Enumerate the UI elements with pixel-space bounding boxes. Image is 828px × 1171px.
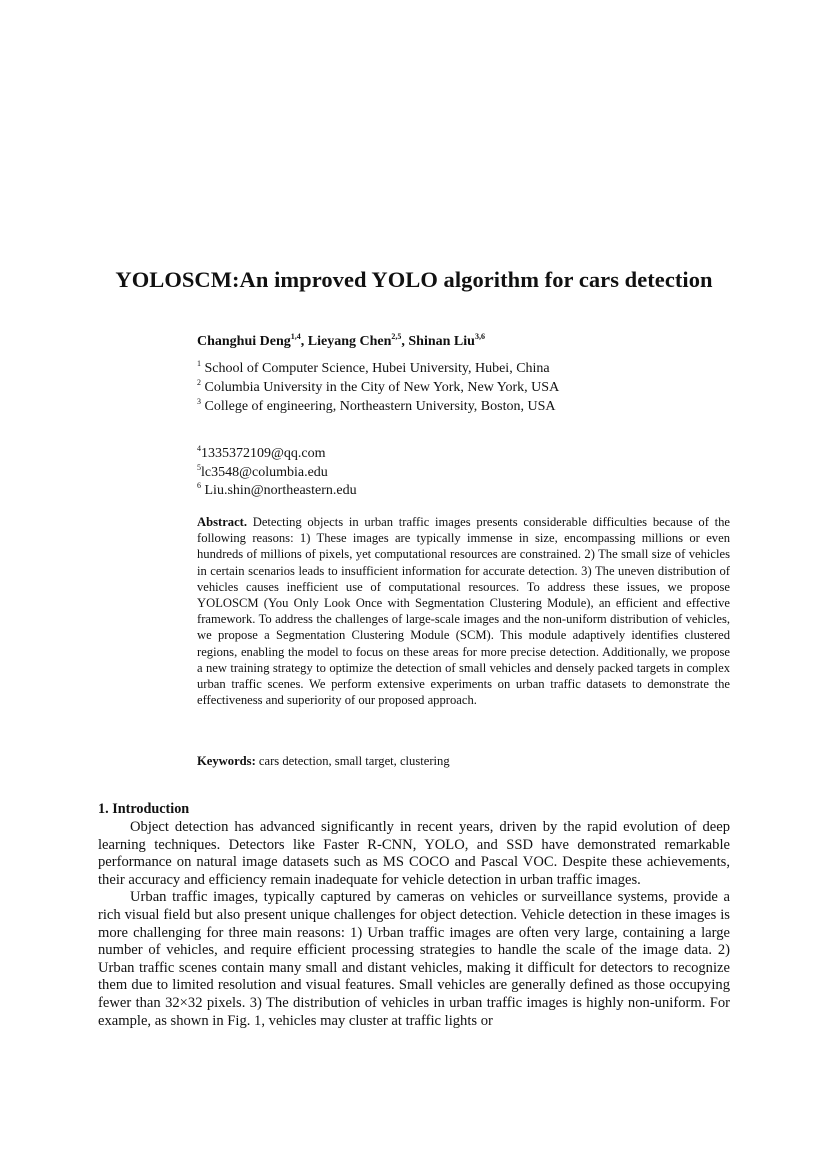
author-email (197, 482, 357, 501)
affiliation-text: Columbia University in the City of New York, New York, USA (204, 380, 560, 395)
section-heading: 1. Introduction (98, 801, 190, 817)
affiliation-list (197, 359, 559, 416)
email-list (197, 445, 357, 501)
author-affiliation-marker: 1,4 (290, 332, 301, 341)
author (408, 334, 485, 349)
paragraph: Urban traffic images, typically captured by cameras on vehicles or surveillance systems, provide a rich visual field but also present unique challenges for object detection. Vehicle detection in these images is more challenging for three main reasons: 1) Urban traffic images are often very large, containing a large number of vehicles, and require efficient processing strategies to handle the scale of the image data. 2) Urban traffic scenes contain many small and distant vehicles, making it difficult for detectors to recognize them due to limited resolution and visual features. Small vehicles are generally defined as those occupying fewer than 32×32 pixels. 3) The distribution of vehicles in urban traffic images is highly non-uniform. For example, as shown in Fig. 1, vehicles may cluster at traffic lights or (98, 889, 730, 1029)
affiliation (197, 359, 559, 378)
author-email (197, 445, 357, 464)
author-name: Changhui Deng (197, 334, 291, 349)
keywords (197, 754, 450, 769)
author-name: Lieyang Chen (307, 334, 392, 349)
affiliation-marker: 2 (197, 378, 201, 387)
paragraph: Object detection has advanced significantly in recent years, driven by the rapid evolution of deep learning techniques. Detectors like Faster R-CNN, YOLO, and SSD have demonstrated remarkable performance on natural image datasets such as MS COCO and Pascal VOC. Despite these achievements, their accuracy and efficiency remain inadequate for vehicle detection in urban traffic images. (98, 819, 730, 888)
abstract (197, 514, 730, 708)
paper-title: YOLOSCM:An improved YOLO algorithm for cars detection (115, 267, 713, 292)
author (197, 334, 308, 349)
abstract-label: Abstract. (197, 515, 248, 529)
affiliation-text: School of Computer Science, Hubei University, Hubei, China (204, 361, 550, 376)
author-email (197, 464, 357, 483)
author-list (197, 334, 485, 350)
author (308, 334, 409, 349)
affiliation-text: College of engineering, Northeastern University, Boston, USA (204, 399, 556, 414)
introduction-body (98, 819, 730, 1030)
author-affiliation-marker: 3,6 (474, 332, 485, 341)
author-separator: , (300, 334, 308, 349)
affiliation-marker: 3 (197, 397, 201, 406)
affiliation (197, 397, 559, 416)
keywords-text: cars detection, small target, clustering (258, 754, 450, 768)
author-affiliation-marker: 2,5 (391, 332, 402, 341)
author-name: Shinan Liu (408, 334, 475, 349)
email-address: Liu.shin@northeastern.edu (204, 483, 357, 498)
abstract-text: Detecting objects in urban traffic images presents considerable difficulties because of the following reasons: 1) These images are typically immense in size, encompassing millions or even hundreds of millions of pixels, yet computational resources are constrained. 2) The small size of vehicles in certain scenarios leads to insufficient information for accurate detection. 3) The uneven distribution of vehicles causes inefficient use of computational resources. To address these issues, we propose YOLOSCM (You Only Look Once with Segmentation Clustering Module), an efficient and effective framework. To address the challenges of large-scale images and the non-uniform distribution of vehicles, we propose a Segmentation Clustering Module (SCM). This module adaptively identifies clustered regions, enabling the model to focus on these areas for more precise detection. Additionally, we propose a new training strategy to optimize the detection of small vehicles and densely packed targets in complex urban traffic scenes. We perform extensive experiments on urban traffic datasets to demonstrate the effectiveness and superiority of our proposed approach. (197, 515, 730, 708)
keywords-label: Keywords: (197, 754, 256, 768)
affiliation (197, 378, 559, 397)
email-marker: 5 (197, 462, 201, 472)
email-address: 1335372109@qq.com (201, 446, 326, 461)
author-separator: , (401, 334, 409, 349)
email-marker: 4 (197, 444, 201, 453)
email-marker: 6 (197, 481, 201, 490)
affiliation-marker: 1 (197, 359, 201, 368)
email-address: lc3548@columbia.edu (201, 464, 328, 480)
